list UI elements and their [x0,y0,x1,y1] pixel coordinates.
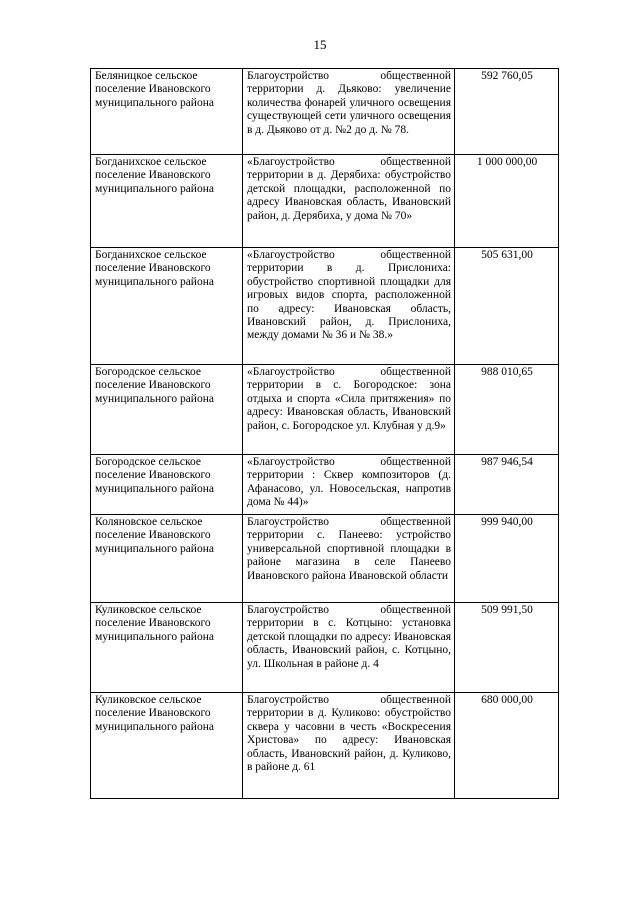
amount-cell: 1 000 000,00 [455,155,559,248]
improvement-grants-table [90,68,559,799]
settlement-cell: Куликовское сельское поселение Ивановского муниципального района [91,693,243,799]
amount-cell: 680 000,00 [455,693,559,799]
settlement-cell: Богданихское сельское поселение Ивановского муниципального района [91,248,243,365]
settlement-cell: Богданихское сельское поселение Ивановского муниципального района [91,155,243,248]
description-cell: Благоустройство общественной территории с. Панеево: устройство универсальной спортивной площадки в районе магазина в селе Панеево Ивановского района Ивановской области [243,515,455,603]
table-row [91,603,559,693]
table-row [91,365,559,455]
settlement-cell: Богородское сельское поселение Ивановского муниципального района [91,455,243,515]
amount-cell: 999 940,00 [455,515,559,603]
description-cell: Благоустройство общественной территории в д. Куликово: обустройство сквера у часовни в честь «Воскресения Христова» по адресу: Ивановская область, Ивановский район, д. Куликово, в районе д. 61 [243,693,455,799]
amount-cell: 509 991,50 [455,603,559,693]
description-cell: «Благоустройство общественной территории в с. Богородское: зона отдыха и спорта «Сила притяжения» по адресу: Ивановская область, Ивановский район, с. Богородское ул. Клубная у д.9» [243,365,455,455]
description-cell: «Благоустройство общественной территории : Сквер композиторов (д. Афанасово, ул. Новосельская, напротив дома № 44)» [243,455,455,515]
table-row [91,515,559,603]
table-row [91,248,559,365]
description-cell: Благоустройство общественной территории д. Дьяково: увеличение количества фонарей уличного освещения существующей сети уличного освещения в д. Дьяково от д. №2 до д. № 78. [243,69,455,155]
page-number: 15 [313,37,327,52]
description-cell: «Благоустройство общественной территории в д. Дерябиха: обустройство детской площадки, расположенной по адресу Ивановская область, Ивановский район, д. Дерябиха, у дома № 70» [243,155,455,248]
settlement-cell: Коляновское сельское поселение Ивановского муниципального района [91,515,243,603]
table-row [91,455,559,515]
description-cell: «Благоустройство общественной территории в д. Прислониха: обустройство спортивной площадки для игровых видов спорта, расположенной по адресу: Ивановская область, Ивановский район, д. Прислониха, между домами № 36 и № 38.» [243,248,455,365]
amount-cell: 505 631,00 [455,248,559,365]
description-cell: Благоустройство общественной территории в с. Котцыно: установка детской площадки по адресу: Ивановская область, Ивановский район, с. Котцыно, ул. Школьная в районе д. 4 [243,603,455,693]
table-row [91,69,559,155]
table-row [91,693,559,799]
amount-cell: 592 760,05 [455,69,559,155]
settlement-cell: Богородское сельское поселение Ивановского муниципального района [91,365,243,455]
amount-cell: 987 946,54 [455,455,559,515]
amount-cell: 988 010,65 [455,365,559,455]
table-row [91,155,559,248]
settlement-cell: Куликовское сельское поселение Ивановского муниципального района [91,603,243,693]
settlement-cell: Беляницкое сельское поселение Ивановского муниципального района [91,69,243,155]
